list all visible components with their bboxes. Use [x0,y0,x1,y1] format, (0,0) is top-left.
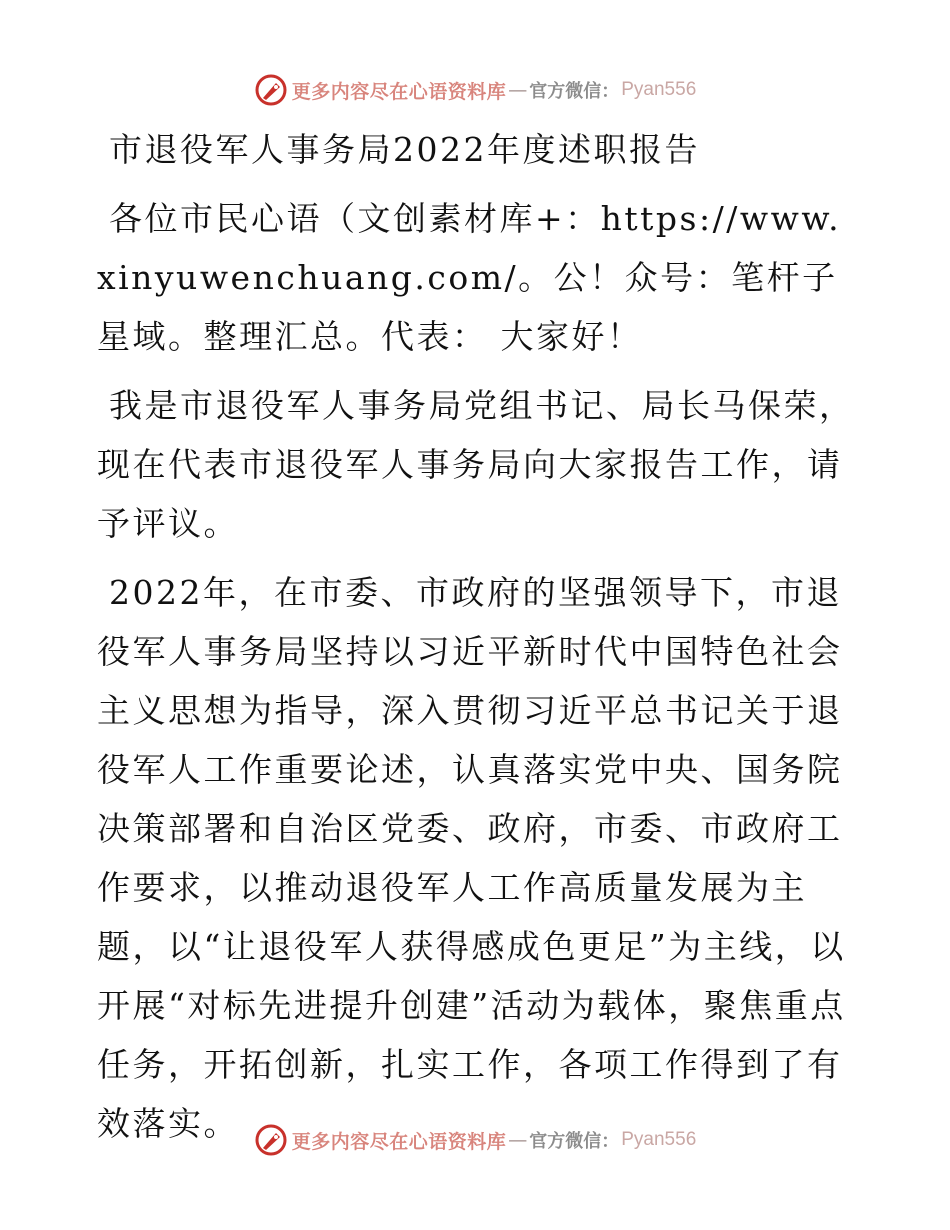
document-body [97,120,857,1153]
header-watermark [0,70,950,110]
paragraph-greeting: 各位市民心语（文创素材库+：https://www.xinyuwenchuang.com/。公！众号：笔杆子星域。整理汇总。代表： 大家好！ [97,199,842,356]
paragraph-introduction: 我是市退役军人事务局党组书记、局长马保荣，现在代表市退役军人事务局向大家报告工作，请予评议。 [97,386,855,543]
watermark-label: 官方微信： [529,81,620,102]
pen-nib-logo-icon [254,73,288,107]
document-title: 市退役军人事务局2022年度述职报告 [109,130,700,169]
watermark-label: 官方微信： [529,1131,620,1152]
watermark-separator: — [508,1129,528,1151]
pen-nib-logo-icon [254,1123,288,1157]
footer-watermark [0,1120,950,1160]
watermark-separator: — [508,79,528,101]
paragraph-overview: 2022年，在市委、市政府的坚强领导下，市退役军人事务局坚持以习近平新时代中国特色社会主义思想为指导，深入贯彻习近平总书记关于退役军人工作重要论述，认真落实党中央、国务院决策部署和自治区党委、政府，市委、市政府工作要求，以推动退役军人工作高质量发展为主题，以“让退役军人获得感成色更足”为主线，以开展“对标先进提升创建”活动为载体，聚焦重点任务，开拓创新，扎实工作，各项工作得到了有效落实。 [97,573,846,1143]
watermark-text: 更多内容尽在心语资料库 [291,1130,507,1153]
watermark-text: 更多内容尽在心语资料库 [291,80,507,103]
watermark-wechat-id: Pyan556 [621,1129,697,1150]
watermark-wechat-id: Pyan556 [621,79,697,100]
